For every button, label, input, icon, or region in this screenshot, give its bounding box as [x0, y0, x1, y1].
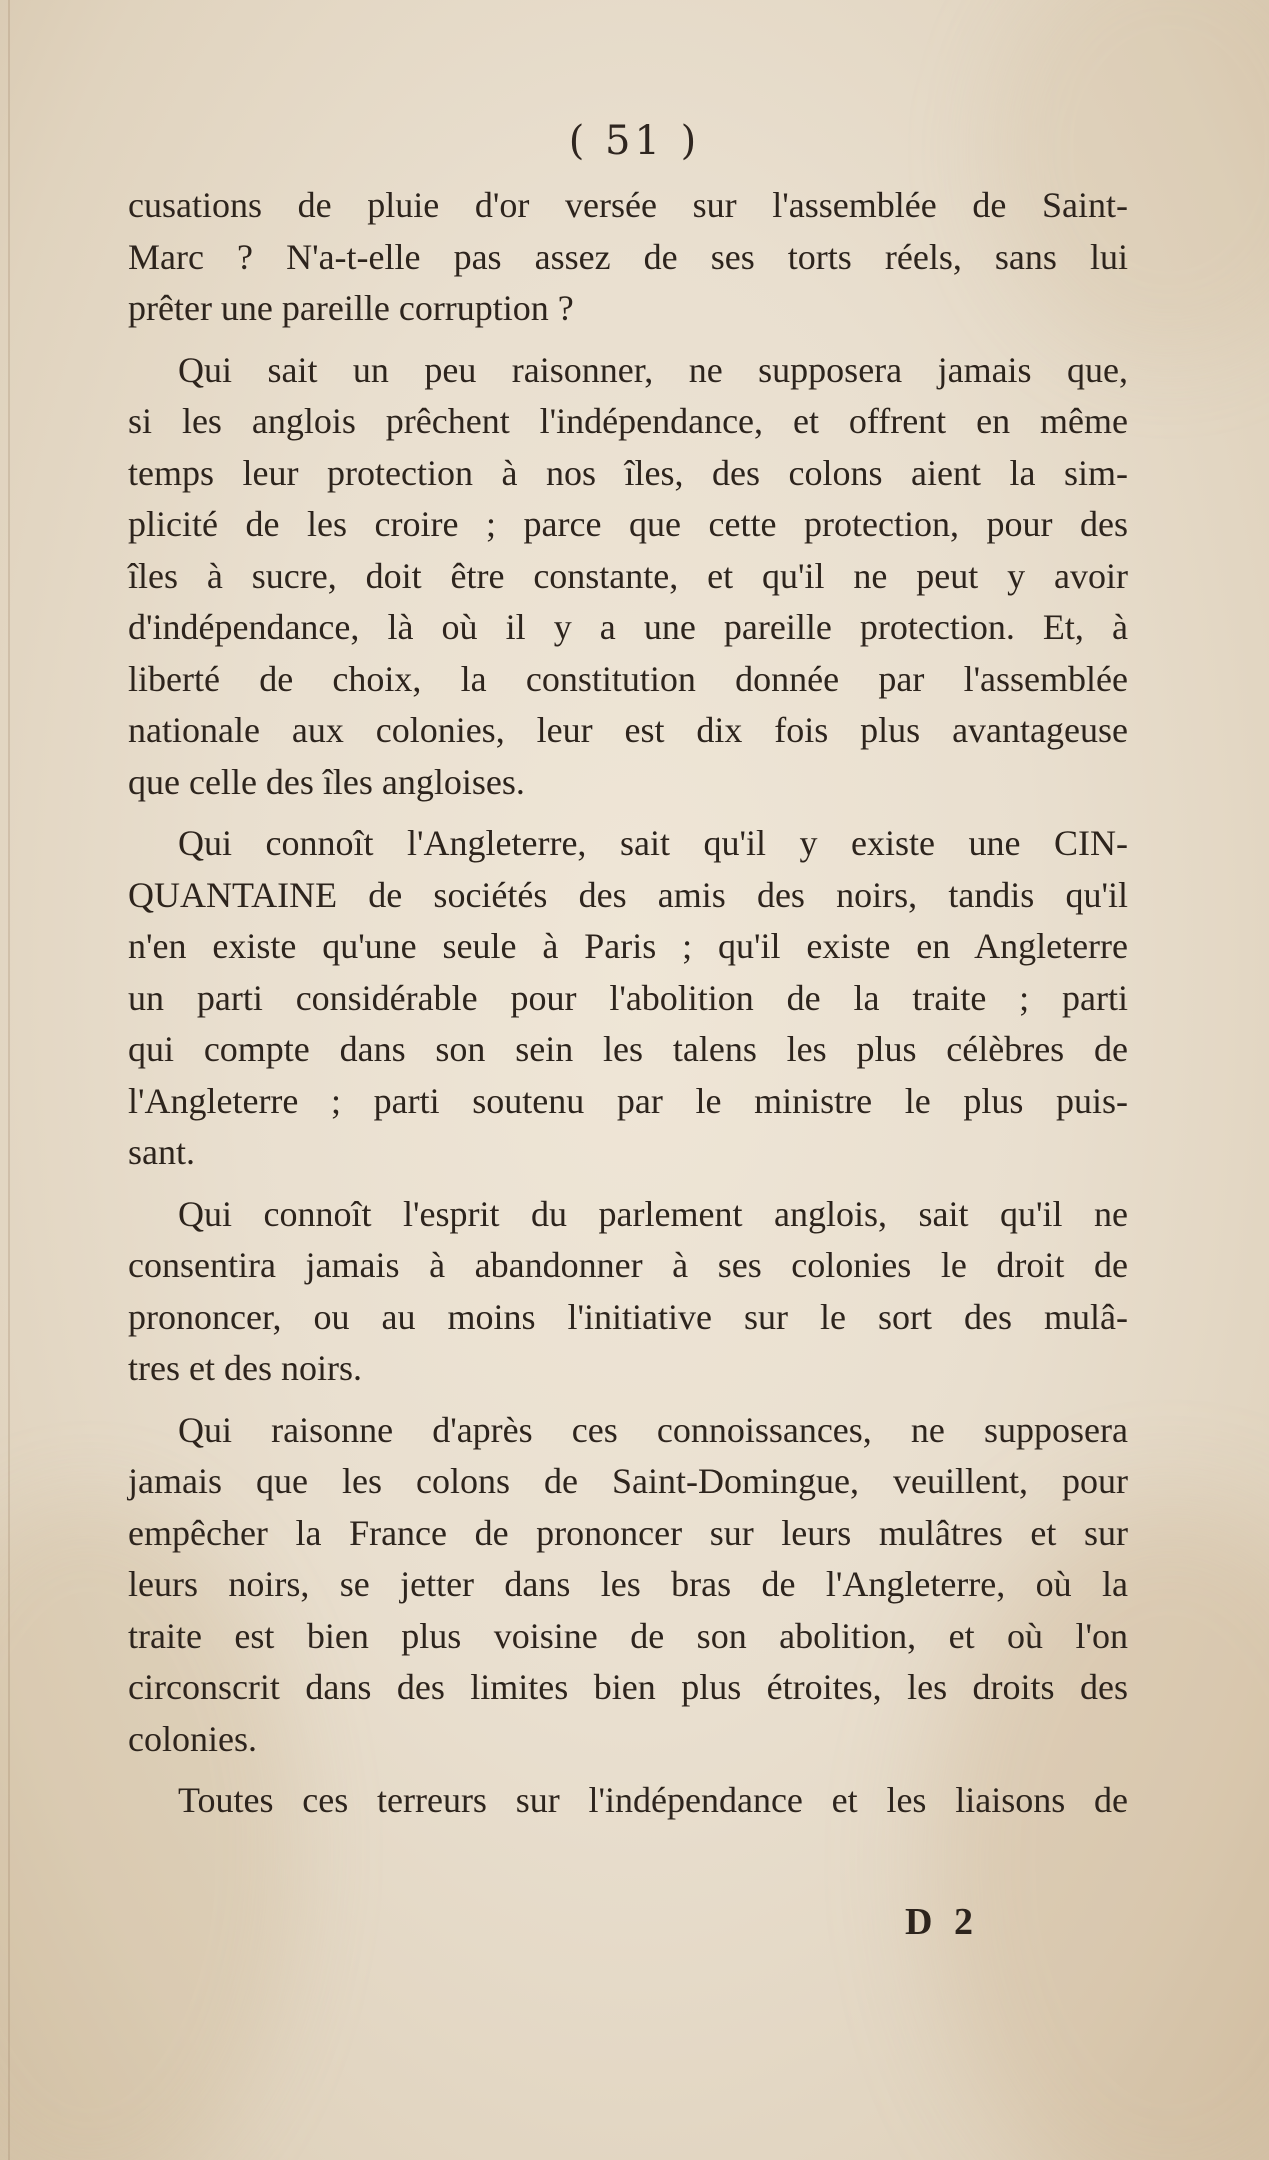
text-line: prononcer, ou au moins l'initiative sur le sort des mulâ-	[128, 1296, 1128, 1337]
text-line: sant.	[128, 1132, 195, 1172]
text-line: leurs noirs, se jetter dans les bras de l'Angleterre, où la	[128, 1564, 1128, 1604]
page-edge	[8, 0, 10, 2160]
text-line: consentira jamais à abandonner à ses colonies le droit de	[128, 1245, 1128, 1285]
text-line: n'en existe qu'une seule à Paris ; qu'il existe en Angleterre	[128, 926, 1128, 966]
text-line: Qui sait un peu raisonner, ne supposera jamais que,	[178, 349, 1128, 390]
paragraph	[128, 180, 1128, 335]
text-line: colonies.	[128, 1718, 257, 1759]
text-line: liberté de choix, la constitution donnée par l'assemblée	[128, 658, 1128, 699]
text-line: l'Angleterre ; parti soutenu par le ministre le plus puis-	[128, 1080, 1128, 1121]
text-line: que celle des îles angloises.	[128, 761, 525, 802]
text-line: prêter une pareille corruption ?	[128, 288, 574, 328]
paragraph	[128, 1775, 1128, 1827]
text-line: Qui raisonne d'après ces connoissances, ne supposera	[178, 1409, 1128, 1450]
text-line: empêcher la France de prononcer sur leurs mulâtres et sur	[128, 1512, 1128, 1553]
text-line: QUANTAINE de sociétés des amis des noirs, tandis qu'il	[128, 874, 1128, 915]
text-line: Qui connoît l'Angleterre, sait qu'il y existe une CIN-	[178, 823, 1128, 863]
text-line: temps leur protection à nos îles, des colons aient la sim-	[128, 452, 1128, 493]
paragraph	[128, 818, 1128, 1179]
text-line: traite est bien plus voisine de son abolition, et où l'on	[128, 1615, 1128, 1656]
text-line: un parti considérable pour l'abolition de la traite ; parti	[128, 977, 1128, 1018]
text-line: si les anglois prêchent l'indépendance, et offrent en même	[128, 401, 1128, 441]
text-line: jamais que les colons de Saint-Domingue, veuillent, pour	[128, 1461, 1128, 1501]
text-line: plicité de les croire ; parce que cette protection, pour des	[128, 504, 1128, 544]
text-line: circonscrit dans des limites bien plus étroites, les droits des	[128, 1667, 1128, 1707]
page-number: ( 51 )	[568, 118, 701, 164]
paragraph	[128, 1405, 1128, 1766]
text-line: Qui connoît l'esprit du parlement anglois, sait qu'il ne	[178, 1193, 1128, 1234]
paragraph	[128, 345, 1128, 809]
text-line: Toutes ces terreurs sur l'indépendance et les liaisons de	[178, 1780, 1128, 1820]
text-line: cusations de pluie d'or versée sur l'assemblée de Saint-	[128, 185, 1128, 225]
signature-mark: D 2	[905, 1901, 979, 1943]
text-line: Marc ? N'a-t-elle pas assez de ses torts réels, sans lui	[128, 236, 1128, 277]
body-text	[128, 180, 1128, 1827]
paragraph	[128, 1189, 1128, 1395]
text-line: nationale aux colonies, leur est dix fois plus avantageuse	[128, 710, 1128, 750]
text-line: tres et des noirs.	[128, 1348, 362, 1388]
text-line: îles à sucre, doit être constante, et qu'il ne peut y avoir	[128, 555, 1128, 596]
text-line: qui compte dans son sein les talens les plus célèbres de	[128, 1029, 1128, 1069]
text-line: d'indépendance, là où il y a une pareille protection. Et, à	[128, 607, 1128, 647]
